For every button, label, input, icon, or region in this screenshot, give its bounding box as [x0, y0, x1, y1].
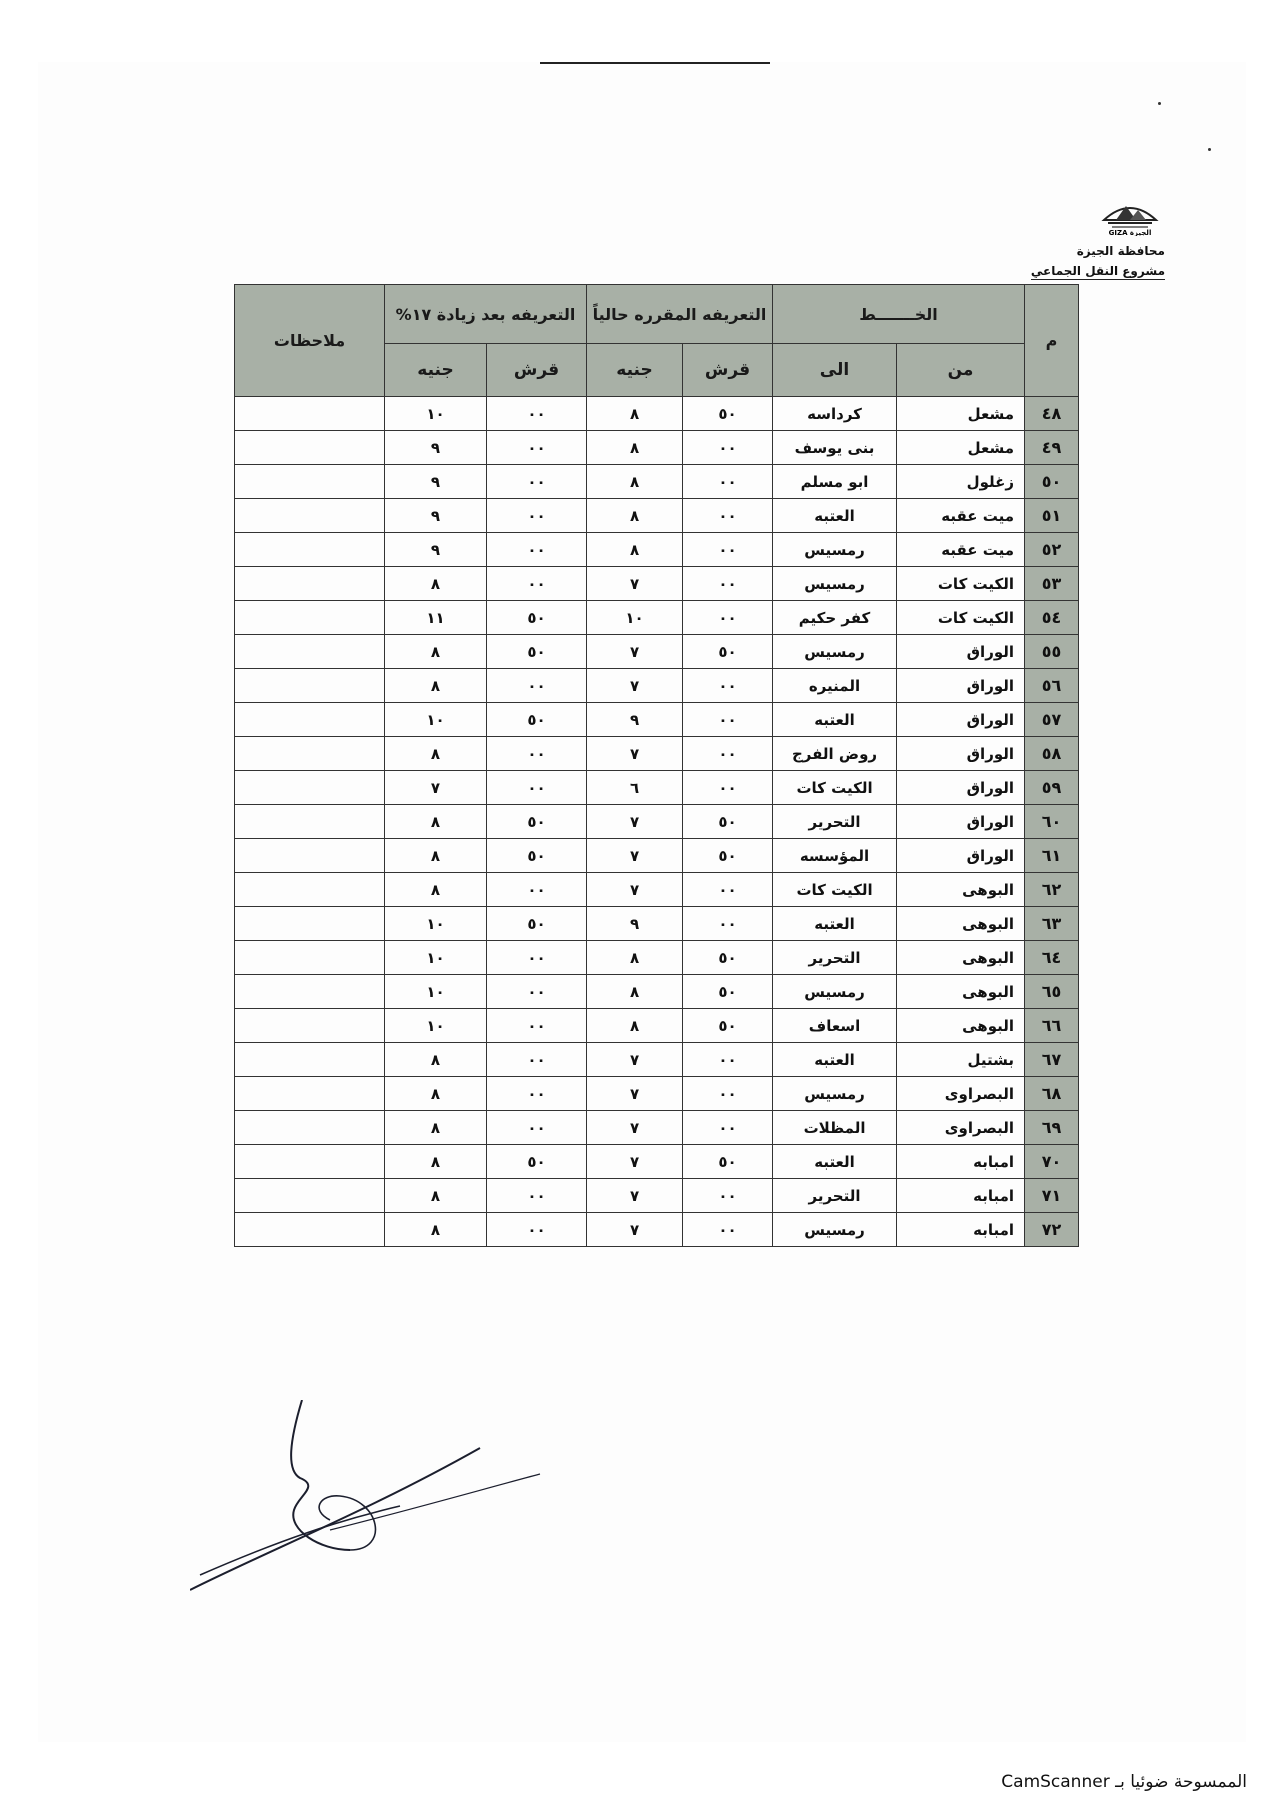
- notes-cell: [235, 907, 385, 941]
- route-to-cell: رمسيس: [773, 635, 897, 669]
- current-pound-cell: ٨: [587, 397, 683, 431]
- route-to-cell: رمسيس: [773, 533, 897, 567]
- route-to-cell: العتبه: [773, 703, 897, 737]
- current-piaster-cell: ٠٠: [683, 533, 773, 567]
- current-pound-cell: ٨: [587, 975, 683, 1009]
- route-from-cell: زغلول: [897, 465, 1025, 499]
- new-piaster-cell: ٥٠: [487, 635, 587, 669]
- notes-cell: [235, 1077, 385, 1111]
- notes-cell: [235, 499, 385, 533]
- new-piaster-cell: ٠٠: [487, 941, 587, 975]
- notes-cell: [235, 1043, 385, 1077]
- notes-cell: [235, 805, 385, 839]
- new-piaster-cell: ٠٠: [487, 431, 587, 465]
- table-row: [235, 805, 1079, 839]
- row-number-cell: ٦٠: [1025, 805, 1079, 839]
- route-to-cell: رمسيس: [773, 567, 897, 601]
- notes-cell: [235, 1145, 385, 1179]
- new-piaster-cell: ٠٠: [487, 975, 587, 1009]
- route-from-cell: البصراوى: [897, 1077, 1025, 1111]
- table-row: [235, 703, 1079, 737]
- current-pound-cell: ١٠: [587, 601, 683, 635]
- new-pound-cell: ٨: [385, 1077, 487, 1111]
- row-number-cell: ٦٥: [1025, 975, 1079, 1009]
- current-pound-cell: ٧: [587, 1213, 683, 1247]
- table-row: [235, 737, 1079, 771]
- col-new-pound-header: جنيه: [385, 344, 487, 397]
- route-from-cell: مشعل: [897, 431, 1025, 465]
- new-piaster-cell: ٠٠: [487, 1077, 587, 1111]
- notes-cell: [235, 873, 385, 907]
- current-piaster-cell: ٥٠: [683, 1009, 773, 1043]
- current-pound-cell: ٨: [587, 1009, 683, 1043]
- new-pound-cell: ٨: [385, 567, 487, 601]
- new-piaster-cell: ٠٠: [487, 567, 587, 601]
- new-pound-cell: ١٠: [385, 941, 487, 975]
- notes-cell: [235, 1213, 385, 1247]
- notes-cell: [235, 975, 385, 1009]
- new-pound-cell: ٨: [385, 737, 487, 771]
- table-row: [235, 975, 1079, 1009]
- row-number-cell: ٦١: [1025, 839, 1079, 873]
- row-number-cell: ٥٢: [1025, 533, 1079, 567]
- row-number-cell: ٥٤: [1025, 601, 1079, 635]
- table-row: [235, 1111, 1079, 1145]
- new-pound-cell: ٨: [385, 1179, 487, 1213]
- current-piaster-cell: ٠٠: [683, 499, 773, 533]
- new-pound-cell: ١٠: [385, 975, 487, 1009]
- route-from-cell: الوراق: [897, 703, 1025, 737]
- new-pound-cell: ٨: [385, 669, 487, 703]
- new-pound-cell: ١١: [385, 601, 487, 635]
- new-piaster-cell: ٠٠: [487, 1179, 587, 1213]
- route-to-cell: رمسيس: [773, 975, 897, 1009]
- row-number-cell: ٥٠: [1025, 465, 1079, 499]
- notes-cell: [235, 737, 385, 771]
- new-piaster-cell: ٠٠: [487, 1009, 587, 1043]
- table-row: [235, 635, 1079, 669]
- current-pound-cell: ٦: [587, 771, 683, 805]
- new-pound-cell: ٨: [385, 805, 487, 839]
- row-number-cell: ٥٨: [1025, 737, 1079, 771]
- new-piaster-cell: ٠٠: [487, 533, 587, 567]
- route-to-cell: العتبه: [773, 1043, 897, 1077]
- route-to-cell: رمسيس: [773, 1077, 897, 1111]
- table-row: [235, 1009, 1079, 1043]
- row-number-cell: ٧١: [1025, 1179, 1079, 1213]
- notes-cell: [235, 1179, 385, 1213]
- col-new-fare-header: التعريفه بعد زيادة ١٧%: [385, 285, 587, 344]
- table-row: [235, 1179, 1079, 1213]
- route-to-cell: رمسيس: [773, 1213, 897, 1247]
- current-pound-cell: ٧: [587, 1043, 683, 1077]
- current-piaster-cell: ٠٠: [683, 1111, 773, 1145]
- current-pound-cell: ٧: [587, 1111, 683, 1145]
- route-to-cell: المنيره: [773, 669, 897, 703]
- route-to-cell: التحرير: [773, 941, 897, 975]
- table-row: [235, 601, 1079, 635]
- current-piaster-cell: ٠٠: [683, 907, 773, 941]
- route-from-cell: بشتيل: [897, 1043, 1025, 1077]
- new-piaster-cell: ٠٠: [487, 873, 587, 907]
- col-route-header: الخـــــــط: [773, 285, 1025, 344]
- new-piaster-cell: ٠٠: [487, 397, 587, 431]
- row-number-cell: ٥٧: [1025, 703, 1079, 737]
- route-to-cell: التحرير: [773, 1179, 897, 1213]
- current-piaster-cell: ٠٠: [683, 771, 773, 805]
- current-piaster-cell: ٠٠: [683, 1213, 773, 1247]
- row-number-cell: ٥٦: [1025, 669, 1079, 703]
- route-from-cell: البوهى: [897, 873, 1025, 907]
- current-piaster-cell: ٥٠: [683, 975, 773, 1009]
- current-piaster-cell: ٥٠: [683, 941, 773, 975]
- col-notes-header: ملاحظات: [235, 285, 385, 397]
- route-from-cell: الوراق: [897, 669, 1025, 703]
- current-piaster-cell: ٠٠: [683, 1043, 773, 1077]
- route-to-cell: كفر حكيم: [773, 601, 897, 635]
- route-from-cell: امبابه: [897, 1213, 1025, 1247]
- row-number-cell: ٥٥: [1025, 635, 1079, 669]
- new-pound-cell: ٨: [385, 1111, 487, 1145]
- new-pound-cell: ٨: [385, 635, 487, 669]
- table-row: [235, 533, 1079, 567]
- route-to-cell: بنى يوسف: [773, 431, 897, 465]
- new-pound-cell: ١٠: [385, 397, 487, 431]
- route-from-cell: الوراق: [897, 635, 1025, 669]
- current-piaster-cell: ٥٠: [683, 635, 773, 669]
- route-from-cell: الوراق: [897, 839, 1025, 873]
- route-to-cell: الكيت كات: [773, 771, 897, 805]
- row-number-cell: ٤٩: [1025, 431, 1079, 465]
- row-number-cell: ٦٢: [1025, 873, 1079, 907]
- row-number-cell: ٦٧: [1025, 1043, 1079, 1077]
- route-to-cell: العتبه: [773, 907, 897, 941]
- fare-table-body: [235, 397, 1079, 1247]
- col-new-piaster-header: قرش: [487, 344, 587, 397]
- new-piaster-cell: ٥٠: [487, 805, 587, 839]
- notes-cell: [235, 1111, 385, 1145]
- current-pound-cell: ٧: [587, 805, 683, 839]
- new-pound-cell: ١٠: [385, 907, 487, 941]
- row-number-cell: ٦٣: [1025, 907, 1079, 941]
- current-piaster-cell: ٠٠: [683, 737, 773, 771]
- notes-cell: [235, 465, 385, 499]
- route-from-cell: البوهى: [897, 1009, 1025, 1043]
- route-to-cell: كرداسه: [773, 397, 897, 431]
- new-pound-cell: ٧: [385, 771, 487, 805]
- row-number-cell: ٧٠: [1025, 1145, 1079, 1179]
- row-number-cell: ٥٣: [1025, 567, 1079, 601]
- new-piaster-cell: ٠٠: [487, 1111, 587, 1145]
- row-number-cell: ٧٢: [1025, 1213, 1079, 1247]
- new-piaster-cell: ٠٠: [487, 737, 587, 771]
- current-piaster-cell: ٠٠: [683, 669, 773, 703]
- notes-cell: [235, 397, 385, 431]
- notes-cell: [235, 567, 385, 601]
- route-from-cell: ميت عقبه: [897, 499, 1025, 533]
- speck: [1208, 148, 1211, 151]
- notes-cell: [235, 635, 385, 669]
- current-pound-cell: ٧: [587, 737, 683, 771]
- route-from-cell: الوراق: [897, 805, 1025, 839]
- row-number-cell: ٦٩: [1025, 1111, 1079, 1145]
- table-row: [235, 669, 1079, 703]
- route-to-cell: اسعاف: [773, 1009, 897, 1043]
- col-from-header: من: [897, 344, 1025, 397]
- new-piaster-cell: ٥٠: [487, 839, 587, 873]
- current-pound-cell: ٨: [587, 431, 683, 465]
- logo-text: GIZA الجيزة: [1108, 229, 1152, 236]
- speck: [1158, 102, 1161, 105]
- route-to-cell: العتبه: [773, 1145, 897, 1179]
- route-to-cell: المؤسسه: [773, 839, 897, 873]
- route-from-cell: البوهى: [897, 975, 1025, 1009]
- new-pound-cell: ١٠: [385, 703, 487, 737]
- current-piaster-cell: ٠٠: [683, 431, 773, 465]
- route-to-cell: المظلات: [773, 1111, 897, 1145]
- table-row: [235, 1145, 1079, 1179]
- notes-cell: [235, 941, 385, 975]
- new-pound-cell: ٩: [385, 431, 487, 465]
- fare-table: [234, 284, 1079, 1247]
- route-from-cell: الكيت كات: [897, 601, 1025, 635]
- notes-cell: [235, 533, 385, 567]
- col-current-piaster-header: قرش: [683, 344, 773, 397]
- table-row: [235, 907, 1079, 941]
- current-pound-cell: ٨: [587, 499, 683, 533]
- table-row: [235, 941, 1079, 975]
- table-row: [235, 431, 1079, 465]
- current-pound-cell: ٧: [587, 567, 683, 601]
- route-from-cell: امبابه: [897, 1179, 1025, 1213]
- new-pound-cell: ٨: [385, 839, 487, 873]
- current-pound-cell: ٩: [587, 703, 683, 737]
- current-pound-cell: ٨: [587, 533, 683, 567]
- table-row: [235, 1077, 1079, 1111]
- col-current-fare-header: التعريفه المقرره حالياً: [587, 285, 773, 344]
- handwritten-signature: [190, 1400, 550, 1620]
- current-pound-cell: ٩: [587, 907, 683, 941]
- new-pound-cell: ٩: [385, 533, 487, 567]
- route-to-cell: العتبه: [773, 499, 897, 533]
- notes-cell: [235, 703, 385, 737]
- table-row: [235, 839, 1079, 873]
- new-pound-cell: ٨: [385, 1043, 487, 1077]
- col-current-pound-header: جنيه: [587, 344, 683, 397]
- route-from-cell: البوهى: [897, 907, 1025, 941]
- current-pound-cell: ٧: [587, 873, 683, 907]
- current-piaster-cell: ٠٠: [683, 873, 773, 907]
- current-pound-cell: ٧: [587, 1145, 683, 1179]
- notes-cell: [235, 1009, 385, 1043]
- governorate-name: محافظة الجيزة: [1076, 244, 1165, 258]
- current-pound-cell: ٧: [587, 1179, 683, 1213]
- new-piaster-cell: ٥٠: [487, 1145, 587, 1179]
- route-from-cell: الوراق: [897, 737, 1025, 771]
- new-piaster-cell: ٠٠: [487, 1213, 587, 1247]
- notes-cell: [235, 771, 385, 805]
- new-pound-cell: ٩: [385, 499, 487, 533]
- new-piaster-cell: ٠٠: [487, 771, 587, 805]
- route-from-cell: البصراوى: [897, 1111, 1025, 1145]
- new-pound-cell: ٨: [385, 1213, 487, 1247]
- new-pound-cell: ٨: [385, 873, 487, 907]
- col-to-header: الى: [773, 344, 897, 397]
- route-from-cell: امبابه: [897, 1145, 1025, 1179]
- row-number-cell: ٥٩: [1025, 771, 1079, 805]
- route-to-cell: الكيت كات: [773, 873, 897, 907]
- row-number-cell: ٦٨: [1025, 1077, 1079, 1111]
- table-row: [235, 1213, 1079, 1247]
- route-to-cell: التحرير: [773, 805, 897, 839]
- new-pound-cell: ١٠: [385, 1009, 487, 1043]
- route-from-cell: الكيت كات: [897, 567, 1025, 601]
- table-row: [235, 771, 1079, 805]
- current-piaster-cell: ٥٠: [683, 1145, 773, 1179]
- notes-cell: [235, 601, 385, 635]
- giza-logo: [1098, 190, 1162, 236]
- route-to-cell: روض الفرج: [773, 737, 897, 771]
- current-piaster-cell: ٠٠: [683, 567, 773, 601]
- current-pound-cell: ٨: [587, 941, 683, 975]
- project-name: مشروع النقل الجماعي: [1030, 264, 1165, 278]
- row-number-cell: ٦٦: [1025, 1009, 1079, 1043]
- route-from-cell: ميت عقبه: [897, 533, 1025, 567]
- current-pound-cell: ٧: [587, 839, 683, 873]
- table-row: [235, 1043, 1079, 1077]
- row-number-cell: ٤٨: [1025, 397, 1079, 431]
- current-piaster-cell: ٥٠: [683, 805, 773, 839]
- row-number-cell: ٦٤: [1025, 941, 1079, 975]
- route-from-cell: مشعل: [897, 397, 1025, 431]
- new-piaster-cell: ٠٠: [487, 1043, 587, 1077]
- new-piaster-cell: ٠٠: [487, 669, 587, 703]
- current-piaster-cell: ٠٠: [683, 465, 773, 499]
- table-row: [235, 397, 1079, 431]
- table-row: [235, 465, 1079, 499]
- current-piaster-cell: ٠٠: [683, 601, 773, 635]
- current-pound-cell: ٧: [587, 669, 683, 703]
- current-piaster-cell: ٥٠: [683, 397, 773, 431]
- table-row: [235, 567, 1079, 601]
- table-row: [235, 499, 1079, 533]
- row-number-cell: ٥١: [1025, 499, 1079, 533]
- current-piaster-cell: ٠٠: [683, 1077, 773, 1111]
- route-from-cell: البوهى: [897, 941, 1025, 975]
- new-piaster-cell: ٥٠: [487, 907, 587, 941]
- col-number-header: م: [1025, 285, 1079, 397]
- current-pound-cell: ٨: [587, 465, 683, 499]
- new-piaster-cell: ٠٠: [487, 499, 587, 533]
- notes-cell: [235, 839, 385, 873]
- new-pound-cell: ٨: [385, 1145, 487, 1179]
- new-piaster-cell: ٠٠: [487, 465, 587, 499]
- current-piaster-cell: ٠٠: [683, 1179, 773, 1213]
- table-row: [235, 873, 1079, 907]
- current-pound-cell: ٧: [587, 635, 683, 669]
- new-pound-cell: ٩: [385, 465, 487, 499]
- top-rule: [540, 62, 770, 64]
- new-piaster-cell: ٥٠: [487, 703, 587, 737]
- route-from-cell: الوراق: [897, 771, 1025, 805]
- notes-cell: [235, 431, 385, 465]
- new-piaster-cell: ٥٠: [487, 601, 587, 635]
- current-piaster-cell: ٥٠: [683, 839, 773, 873]
- route-to-cell: ابو مسلم: [773, 465, 897, 499]
- scanner-footer: الممسوحة ضوئيا بـ CamScanner: [1001, 1772, 1247, 1792]
- current-pound-cell: ٧: [587, 1077, 683, 1111]
- notes-cell: [235, 669, 385, 703]
- current-piaster-cell: ٠٠: [683, 703, 773, 737]
